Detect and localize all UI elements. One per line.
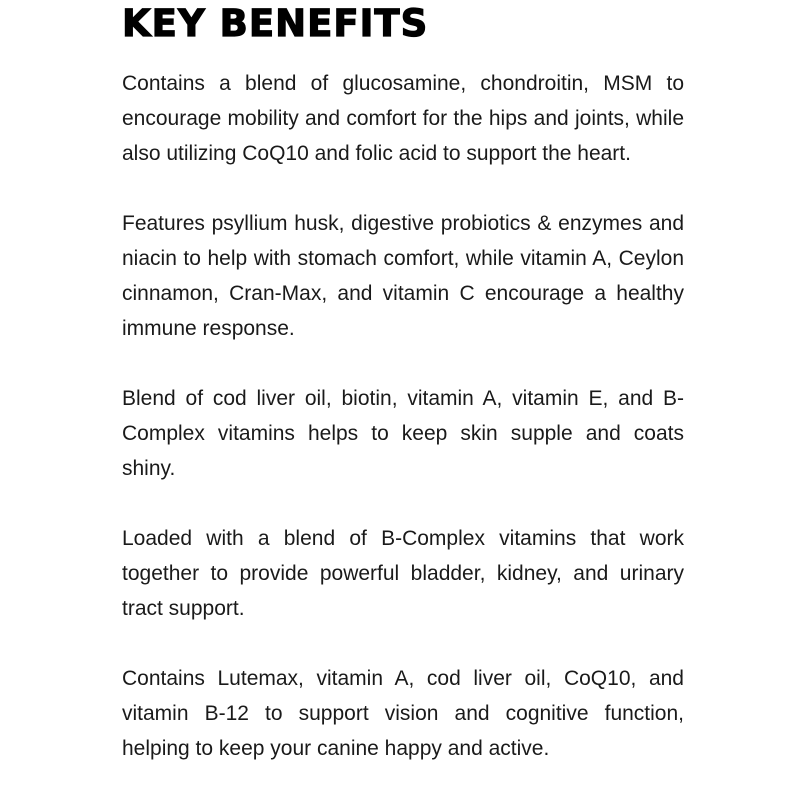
benefit-urinary-tract: Loaded with a blend of B-Complex vitamins that work together to provide powerful bladder, kidney, and urinary tract support. [122,527,684,620]
key-benefits-panel [122,0,684,766]
benefits-list [122,66,684,766]
key-benefits-heading: KEY BENEFITS [122,2,429,45]
benefit-vision-cognition: Contains Lutemax, vitamin A, cod liver oil, CoQ10, and vitamin B-12 to support vision and cognitive function, helping to keep your canine happy and active. [122,667,684,760]
benefit-joints-heart: Contains a blend of glucosamine, chondroitin, MSM to encourage mobility and comfort for the hips and joints, while also utilizing CoQ10 and folic acid to support the heart. [122,72,684,165]
benefit-digestion-immunity: Features psyllium husk, digestive probiotics & enzymes and niacin to help with stomach comfort, while vitamin A, Ceylon cinnamon, Cran-Max, and vitamin C encourage a healthy immune response. [122,212,684,340]
benefit-skin-coat: Blend of cod liver oil, biotin, vitamin A, vitamin E, and B-Complex vitamins helps to keep skin supple and coats shiny. [122,387,684,480]
